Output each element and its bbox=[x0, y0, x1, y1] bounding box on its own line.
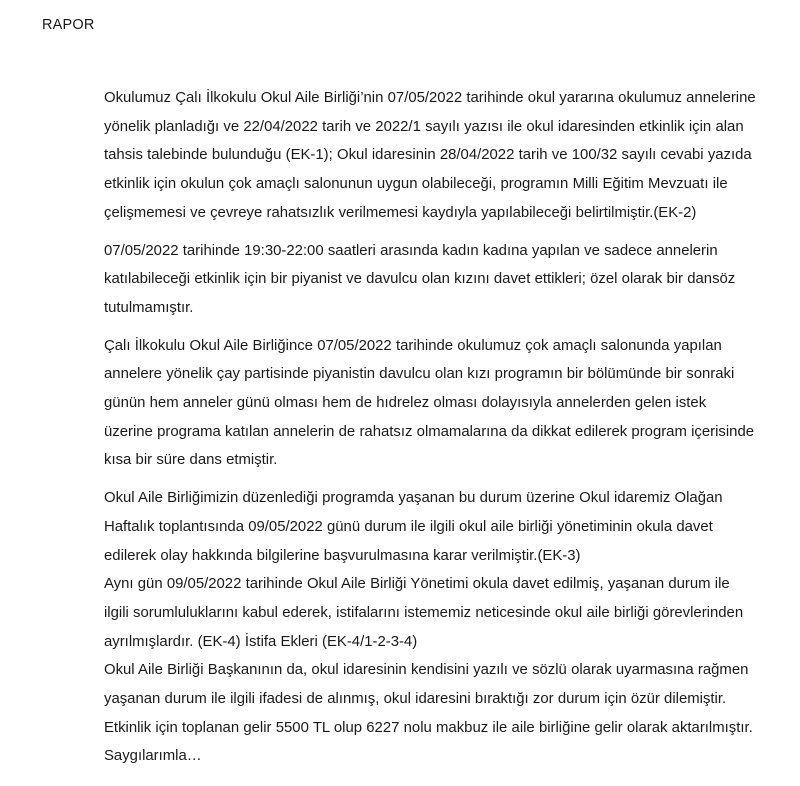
paragraph-7: Etkinlik için toplanan gelir 5500 TL olup 6227 nolu makbuz ile aile birliğine gelir olarak aktarılmıştır. bbox=[104, 719, 753, 736]
paragraph-3: Çalı İlkokulu Okul Aile Birliğince 07/05/2022 tarihinde okulumuz çok amaçlı salonunda yapılan annelere yönelik çay partisinde piyanistin davulcu olan kızı programın bir bölümünde bir sonraki günün hem anneler günü olması hem de hıdrelez olması dolayısıyla annelerden gelen istek üzerine programa katılan annelerin de rahatsız olmamalarına da dikkat edilerek program içerisinde kısa bir süre dans etmiştir. bbox=[104, 337, 755, 469]
document-body bbox=[42, 84, 758, 771]
paragraph-8-closing: Saygılarımla… bbox=[104, 748, 202, 765]
paragraph-spacer bbox=[42, 323, 758, 332]
paragraph-spacer bbox=[42, 475, 758, 484]
paragraph-2: 07/05/2022 tarihinde 19:30-22:00 saatleri arasında kadın kadına yapılan ve sadece annelerin katılabileceği etkinlik için bir piyanist ve davulcu olan kızını davet ettikleri; özel olarak bir dansöz tutulmamıştır. bbox=[104, 242, 736, 316]
paragraph-1: Okulumuz Çalı İlkokulu Okul Aile Birliği’nin 07/05/2022 tarihinde okul yararına okulumuz annelerine yönelik planladığı ve 22/04/2022 tarih ve 2022/1 sayılı yazısı ile okul idaresinden etkinlik için alan tahsis talebinde bulunduğu (EK-1); Okul idaresinin 28/04/2022 tarih ve 100/32 sayılı cevabi yazıda etkinlik için okulun çok amaçlı salonunun uygun olabileceği, programın Milli Eğitim Mevzuatı ile çelişmemesi ve çevreye rahatsızlık verilmemesi kaydıyla yapılabileceği belirtilmiştir.(EK-2) bbox=[104, 90, 756, 221]
paragraph-spacer bbox=[42, 228, 758, 237]
paragraph-5: Aynı gün 09/05/2022 tarihinde Okul Aile Birliği Yönetimi okula davet edilmiş, yaşanan durum ile ilgili sorumluluklarını kabul ederek, istifalarını istememiz neticesinde okul aile birliği görevlerinden ayrılmışlardır. (EK-4) İstifa Ekleri (EK-4/1-2-3-4) bbox=[104, 576, 744, 650]
paragraph-6: Okul Aile Birliği Başkanının da, okul idaresinin kendisini yazılı ve sözlü olarak uyarmasına rağmen yaşanan durum ile ilgili ifadesi de alınmış, okul idaresini bıraktığı zor durum için özür dilemiştir. bbox=[104, 662, 749, 708]
paragraph-4: Okul Aile Birliğimizin düzenlediği programda yaşanan bu durum üzerine Okul idaremiz Olağan Haftalık toplantısında 09/05/2022 günü durum ile ilgili okul aile birliği yönetiminin okula davet edilerek olay hakkında bilgilerine başvurulmasına karar verilmiştir.(EK-3) bbox=[104, 490, 723, 564]
page-title: RAPOR bbox=[42, 17, 95, 33]
